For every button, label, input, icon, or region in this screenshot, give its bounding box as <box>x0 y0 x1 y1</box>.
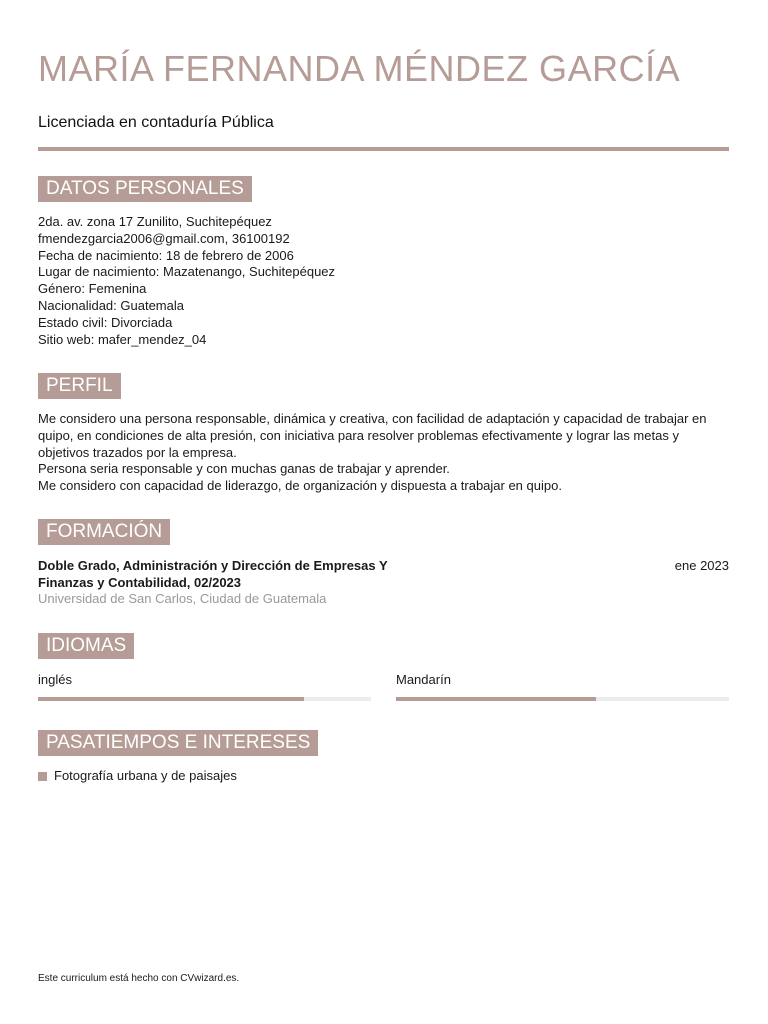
profile-text <box>38 411 729 495</box>
address: 2da. av. zona 17 Zunilito, Suchitepéquez <box>38 214 272 229</box>
language-item <box>38 672 371 701</box>
footer-credit: Este curriculum está hecho con CVwizard.es. <box>38 973 240 984</box>
section-title-pasatiempos: PASATIEMPOS E INTERESES <box>38 730 318 756</box>
cv-page <box>38 0 729 1024</box>
language-level-bar <box>38 697 371 701</box>
hobby-item <box>38 768 237 785</box>
language-label: inglés <box>38 672 72 687</box>
section-title-perfil: PERFIL <box>38 373 121 399</box>
email-phone: fmendezgarcia2006@gmail.com, 36100192 <box>38 230 290 246</box>
personal-data-list <box>38 214 335 348</box>
education-date: ene 2023 <box>674 558 729 573</box>
education-institution: Universidad de San Carlos, Ciudad de Guatemala <box>38 591 327 606</box>
language-level-bar <box>396 697 729 701</box>
language-level-fill <box>396 697 596 701</box>
section-title-datos: DATOS PERSONALES <box>38 176 252 202</box>
person-name: MARÍA FERNANDA MÉNDEZ GARCÍA <box>38 48 681 89</box>
section-title-idiomas: IDIOMAS <box>38 633 134 659</box>
birth-place: Lugar de nacimiento: Mazatenango, Suchitepéquez <box>38 264 336 280</box>
education-degree: Doble Grado, Administración y Dirección de Empresas Y Finanzas y Contabilidad, 02/2023 <box>38 558 388 590</box>
header-divider <box>38 147 729 151</box>
section-title-formacion: FORMACIÓN <box>38 519 170 545</box>
nationality: Nacionalidad: Guatemala <box>38 297 184 313</box>
language-level-fill <box>38 697 304 701</box>
marital-status: Estado civil: Divorciada <box>38 314 173 330</box>
language-item <box>396 672 729 701</box>
profile-paragraph: Me considero con capacidad de liderazgo, de organización y dispuesta a trabajar en quipo. <box>38 478 562 494</box>
square-bullet-icon <box>38 772 47 781</box>
website: Sitio web: mafer_mendez_04 <box>38 331 207 347</box>
gender: Género: Femenina <box>38 281 147 297</box>
language-label: Mandarín <box>396 672 451 687</box>
profile-paragraph: Persona seria responsable y con muchas ganas de trabajar y aprender. <box>38 461 450 477</box>
hobby-label: Fotografía urbana y de paisajes <box>54 768 237 783</box>
person-title: Licenciada en contaduría Pública <box>38 114 274 131</box>
profile-paragraph: Me considero una persona responsable, dinámica y creativa, con facilidad de adaptación y capacidad de trabajar en quipo, en condiciones de alta presión, con iniciativa para resolver problemas efectivamente y lograr las metas y objetivos trazados por la empresa. <box>38 411 707 460</box>
birth-date: Fecha de nacimiento: 18 de febrero de 2006 <box>38 247 294 263</box>
